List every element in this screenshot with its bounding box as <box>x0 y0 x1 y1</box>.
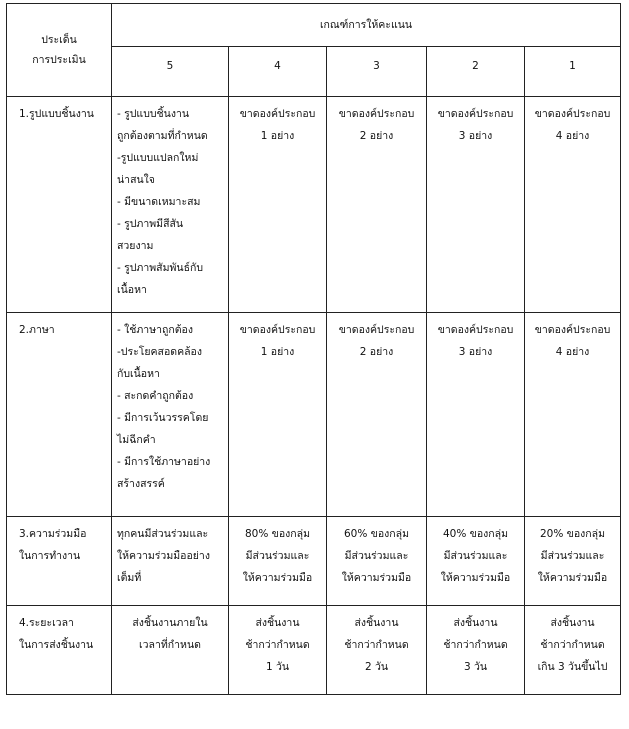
score-line: ขาดองค์ประกอบ <box>437 108 514 120</box>
criteria-line: - รูปแบบชิ้นงาน <box>117 108 190 120</box>
topic-cell <box>7 97 112 313</box>
score-header-4: 4 <box>229 47 327 97</box>
criteria-cell <box>112 606 229 695</box>
issue-header <box>7 4 112 97</box>
score-line: มีส่วนร่วมและ <box>540 550 605 562</box>
score-cell-2 <box>427 97 525 313</box>
score-cell-4 <box>229 97 327 313</box>
score-line: 2 อย่าง <box>359 130 394 142</box>
score-line: ช้ากว่ากำหนด <box>540 639 605 651</box>
topic-label: 1.รูปแบบชิ้นงาน <box>19 108 94 120</box>
score-cell-3 <box>327 97 427 313</box>
score-line: มีส่วนร่วมและ <box>245 550 310 562</box>
criteria-line: -ประโยคสอดคล้อง <box>117 346 202 358</box>
score-cell-3 <box>327 606 427 695</box>
score-line: 3 วัน <box>463 661 488 673</box>
criteria-line: - มีการใช้ภาษาอย่าง <box>117 456 211 468</box>
score-line: ขาดองค์ประกอบ <box>534 108 611 120</box>
topic-cell <box>7 606 112 695</box>
score-cell-2 <box>427 606 525 695</box>
score-line: ให้ความร่วมมือ <box>537 572 608 584</box>
score-line: ช้ากว่ากำหนด <box>245 639 310 651</box>
criteria-line: ถูกต้องตามที่กำหนด <box>117 130 208 142</box>
topic-label: 2.ภาษา <box>19 324 55 336</box>
criteria-line: - ใช้ภาษาถูกต้อง <box>117 324 193 336</box>
score-line: 40% ของกลุ่ม <box>443 528 508 540</box>
score-cell-2 <box>427 517 525 606</box>
score-line: 2 อย่าง <box>359 346 394 358</box>
score-line: ส่งชิ้นงาน <box>550 617 595 629</box>
score-line: 4 อย่าง <box>555 346 590 358</box>
criteria-line: ไม่ฉีกคำ <box>117 434 156 446</box>
score-cell-3 <box>327 313 427 517</box>
header-row <box>7 4 621 47</box>
score-line: ส่งชิ้นงาน <box>255 617 300 629</box>
score-line: ขาดองค์ประกอบ <box>239 324 316 336</box>
criteria-line: สร้างสรรค์ <box>117 478 165 490</box>
topic-cell <box>7 313 112 517</box>
criteria-line: เนื้อหา <box>117 284 147 296</box>
criteria-line: สวยงาม <box>117 240 154 252</box>
score-line: 1 วัน <box>265 661 290 673</box>
score-cell-4 <box>229 517 327 606</box>
score-cell-1 <box>525 606 621 695</box>
criteria-line: ให้ความร่วมมืออย่าง <box>117 550 210 562</box>
score-line: 4 อย่าง <box>555 130 590 142</box>
score-line: 60% ของกลุ่ม <box>344 528 409 540</box>
score-line: ส่งชิ้นงาน <box>453 617 498 629</box>
criteria-cell <box>112 313 229 517</box>
table-row <box>7 313 621 517</box>
score-line: ให้ความร่วมมือ <box>440 572 511 584</box>
table-row <box>7 517 621 606</box>
score-cell-2 <box>427 313 525 517</box>
topic-label: 4.ระยะเวลา <box>19 617 74 629</box>
issue-header-line: การประเมิน <box>32 54 86 66</box>
criteria-line: - สะกดคำถูกต้อง <box>117 390 194 402</box>
topic-label: ในการทำงาน <box>19 550 81 562</box>
score-header-5: 5 <box>112 47 229 97</box>
criteria-cell <box>112 517 229 606</box>
criteria-line: - รูปภาพสัมพันธ์กับ <box>117 262 204 274</box>
score-line: 20% ของกลุ่ม <box>540 528 605 540</box>
table-row <box>7 97 621 313</box>
score-line: มีส่วนร่วมและ <box>443 550 508 562</box>
score-header-1: 1 <box>525 47 621 97</box>
criteria-line: น่าสนใจ <box>117 174 155 186</box>
score-line: 80% ของกลุ่ม <box>245 528 310 540</box>
score-line: 3 อย่าง <box>458 346 493 358</box>
score-line: ช้ากว่ากำหนด <box>344 639 409 651</box>
score-cell-3 <box>327 517 427 606</box>
score-cell-1 <box>525 517 621 606</box>
criteria-line: - รูปภาพมีสีสัน <box>117 218 184 230</box>
table-row <box>7 606 621 695</box>
topic-label: 3.ความร่วมมือ <box>19 528 87 540</box>
criteria-cell <box>112 97 229 313</box>
score-line: ขาดองค์ประกอบ <box>239 108 316 120</box>
score-header-3: 3 <box>327 47 427 97</box>
score-header-2: 2 <box>427 47 525 97</box>
score-line: ส่งชิ้นงาน <box>354 617 399 629</box>
criteria-line: ทุกคนมีส่วนร่วมและ <box>117 528 209 540</box>
score-cell-4 <box>229 313 327 517</box>
score-line: 3 อย่าง <box>458 130 493 142</box>
score-line: ขาดองค์ประกอบ <box>338 324 415 336</box>
criteria-header: เกณฑ์การให้คะแนน <box>112 4 621 47</box>
score-line: ขาดองค์ประกอบ <box>534 324 611 336</box>
score-line: ช้ากว่ากำหนด <box>443 639 508 651</box>
score-line: ให้ความร่วมมือ <box>341 572 412 584</box>
criteria-line: เวลาที่กำหนด <box>139 639 201 651</box>
criteria-line: เต็มที่ <box>117 572 142 584</box>
criteria-line: ส่งชิ้นงานภายใน <box>132 617 208 629</box>
topic-label: ในการส่งชิ้นงาน <box>19 639 94 651</box>
score-line: มีส่วนร่วมและ <box>344 550 409 562</box>
topic-cell <box>7 517 112 606</box>
score-line: 2 วัน <box>364 661 389 673</box>
issue-header-line: ประเด็น <box>41 34 77 46</box>
criteria-line: -รูปแบบแปลกใหม่ <box>117 152 199 164</box>
score-cell-1 <box>525 313 621 517</box>
score-line: ให้ความร่วมมือ <box>242 572 313 584</box>
score-line: ขาดองค์ประกอบ <box>437 324 514 336</box>
criteria-line: - มีขนาดเหมาะสม <box>117 196 201 208</box>
score-cell-1 <box>525 97 621 313</box>
score-line: เกิน 3 วันขึ้นไป <box>537 661 608 673</box>
criteria-line: กับเนื้อหา <box>117 368 160 380</box>
criteria-line: - มีการเว้นวรรคโดย <box>117 412 209 424</box>
score-cell-4 <box>229 606 327 695</box>
rubric-table <box>6 3 621 695</box>
score-line: 1 อย่าง <box>260 346 295 358</box>
score-line: ขาดองค์ประกอบ <box>338 108 415 120</box>
score-line: 1 อย่าง <box>260 130 295 142</box>
